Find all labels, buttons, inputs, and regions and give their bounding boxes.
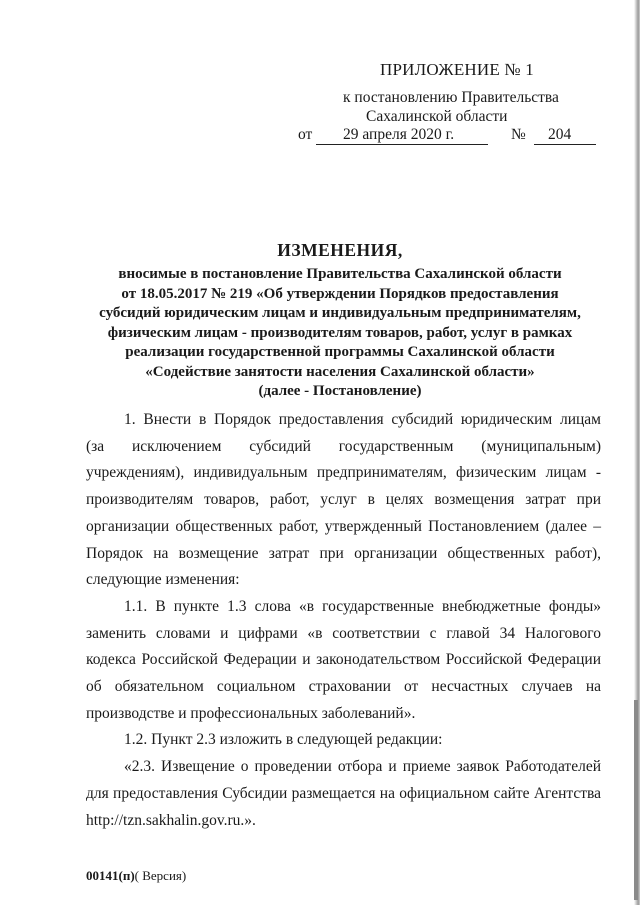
text-line: кодекса Российской Федерации и законодательством Российской Федерации: [86, 651, 601, 669]
title-line: вносимые в постановление Правительства Сахалинской области: [118, 266, 562, 282]
paragraph-2-3-quote: [86, 754, 601, 834]
text-line: производстве и профессиональных заболеваний».: [86, 704, 416, 722]
text-line: http://tzn.sakhalin.gov.ru.».: [86, 811, 256, 829]
title-line: от 18.05.2017 № 219 «Об утверждении Порядков предоставления: [121, 285, 559, 302]
title-line: субсидий юридическим лицам и индивидуальным предпринимателям,: [99, 305, 581, 321]
decree-number: 204: [548, 126, 572, 143]
text-line: «2.3. Извещение о проведении отбора и приеме заявок Работодателей: [124, 758, 601, 776]
text-line: организации общественных работ, утвержденный Постановлением (далее –: [86, 517, 601, 535]
text-line: (за исключением субсидий государственным (муниципальным): [86, 437, 601, 455]
scan-edge-shadow: [634, 700, 638, 900]
text-line: следующие изменения:: [86, 571, 240, 589]
text-line: 1.1. В пункте 1.3 слова «в государственные внебюджетные фонды»: [124, 597, 601, 615]
text-line: учреждениям), индивидуальным предпринимателям, физическим лицам -: [86, 464, 601, 482]
document-body: [86, 407, 601, 834]
appendix-title: ПРИЛОЖЕНИЕ № 1: [380, 60, 534, 79]
text-line: 1. Внести в Порядок предоставления субсидий юридическим лицам: [124, 411, 601, 428]
footer: [86, 868, 186, 884]
title-line: «Содействие занятости населения Сахалинской области»: [145, 363, 535, 380]
text-line: производителям товаров, работ, услуг в целях возмещения затрат при: [86, 491, 601, 509]
text-line: 1.2. Пункт 2.3 изложить в следующей редакции:: [124, 731, 443, 749]
title-line: физическим лицам - производителям товаров, работ, услуг в рамках: [107, 324, 573, 341]
paragraph-1: [86, 407, 601, 594]
paragraph-1-2: [86, 727, 601, 754]
decree-date: 29 апреля 2020 г.: [343, 126, 455, 143]
number-label: №: [511, 126, 526, 143]
title-main: ИЗМЕНЕНИЯ,: [277, 240, 403, 260]
document-code: 00141(п): [86, 868, 135, 883]
text-line: Порядок на возмещение затрат при организации общественных работ),: [86, 544, 601, 562]
from-label: от: [298, 126, 313, 143]
paragraph-1-1: [86, 594, 601, 728]
document-version: ( Версия): [134, 868, 187, 883]
document-title: [80, 240, 600, 402]
text-line: об обязательном социальном страховании от несчастных случаев на: [86, 678, 601, 696]
text-line: заменить словами и цифрами «в соответствии с главой 34 Налогового: [86, 624, 601, 642]
appendix-to-decree: к постановлению Правительства: [343, 89, 559, 106]
text-line: для предоставления Субсидии размещается на официальном сайте Агентства: [86, 784, 601, 802]
title-line: реализации государственной программы Сахалинской области: [125, 344, 555, 360]
title-line: (далее - Постановление): [258, 383, 422, 399]
appendix-region: Сахалинской области: [366, 108, 508, 125]
